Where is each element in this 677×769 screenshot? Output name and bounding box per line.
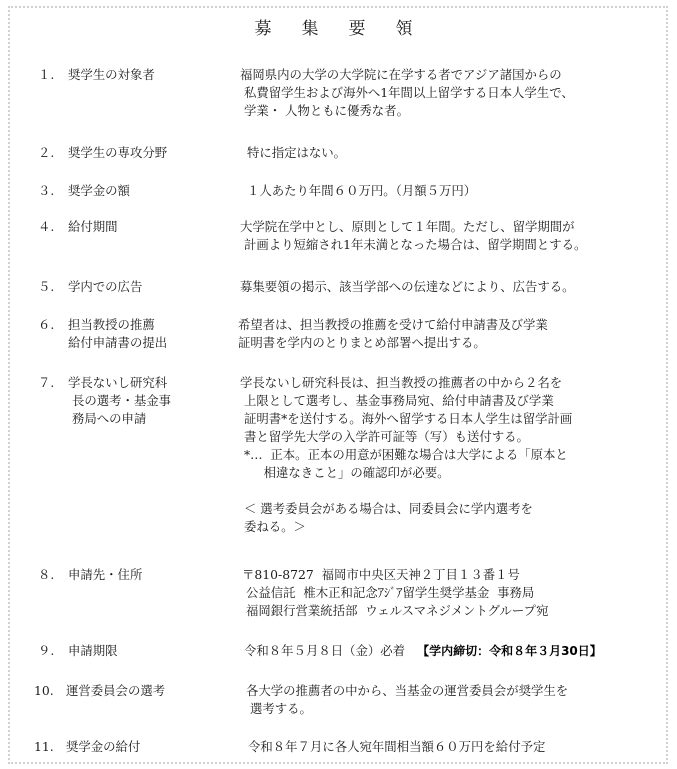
section-number: 11. bbox=[34, 739, 54, 754]
section-number: １. bbox=[38, 67, 55, 82]
section-body bbox=[238, 316, 668, 352]
section-label-line: 給付申請書の提出 bbox=[68, 335, 168, 350]
section-body-line: 証明書を学内のとりまとめ部署へ提出する。 bbox=[238, 335, 486, 350]
section-body-line: 特に指定はない。 bbox=[243, 145, 347, 160]
section-label-line: 給付期間 bbox=[68, 219, 118, 234]
section-body-line: 証明書*を送付する。海外へ留学する日本人学生は留学計画 bbox=[240, 411, 573, 426]
section-label bbox=[68, 144, 167, 162]
section-label bbox=[66, 682, 165, 700]
section-body-line: *… 正本。正本の用意が困難な場合は大学による「原本と bbox=[240, 447, 568, 462]
section-body-line: 相違なきこと」の確認印が必要。 bbox=[240, 465, 450, 480]
section-label bbox=[68, 566, 142, 584]
section-label-line: 長の選考・基金事 bbox=[68, 393, 172, 408]
section-number: ３. bbox=[38, 183, 55, 198]
section-body-line: 令和８年５月８日（金）必着 bbox=[244, 643, 406, 658]
section-body-line: 選考する。 bbox=[246, 701, 312, 716]
section-body-line: 上限として選考し、基金事務局宛、給付申請書及び学業 bbox=[240, 393, 554, 408]
section-label bbox=[68, 316, 167, 352]
section-body bbox=[240, 278, 670, 296]
section-number: ２. bbox=[38, 145, 55, 160]
section-label-line: 奨学金の額 bbox=[68, 183, 130, 198]
section-number: ６. bbox=[38, 317, 55, 332]
section-body bbox=[240, 374, 670, 536]
section-body-line bbox=[240, 482, 670, 500]
section-body-line: 〒810-8727 福岡市中央区天神２丁目１３番１号 bbox=[242, 567, 520, 582]
section-body bbox=[240, 218, 670, 254]
section-label bbox=[68, 642, 118, 660]
section-number: ５. bbox=[38, 279, 55, 294]
section-body bbox=[243, 144, 673, 162]
section-label-line: 学長ないし研究科 bbox=[68, 375, 168, 390]
section-label-line: 申請先・住所 bbox=[68, 567, 143, 582]
section-body-line: 私費留学生および海外へ1年間以上留学する日本人学生で、 bbox=[240, 85, 574, 100]
section-body-line: 大学院在学中とし、原則として１年間。ただし、留学期間が bbox=[240, 219, 575, 234]
page-title: 募集要領 bbox=[254, 19, 443, 39]
section-number: ９. bbox=[38, 643, 55, 658]
section-label-line: 申請期限 bbox=[68, 643, 118, 658]
section-body-line: ＜ 選考委員会がある場合は、同委員会に学内選考を bbox=[240, 501, 533, 516]
section-label-line: 運営委員会の選考 bbox=[66, 683, 166, 698]
section-label bbox=[68, 66, 155, 84]
section-body-line: 各大学の推薦者の中から、当基金の運営委員会が奨学生を bbox=[246, 683, 569, 698]
section-number: ４. bbox=[38, 219, 55, 234]
section-body bbox=[248, 738, 677, 756]
section-body bbox=[246, 682, 676, 718]
section-body-line: 委ねる。＞ bbox=[240, 519, 306, 534]
section-body-line: 福岡銀行営業統括部 ウェルスマネジメントグループ宛 bbox=[242, 603, 549, 618]
section-body-line: 募集要領の掲示、該当学部への伝達などにより、広告する。 bbox=[240, 279, 575, 294]
section-body-line: 学長ないし研究科長は、担当教授の推薦者の中から２名を bbox=[240, 375, 563, 390]
section-body-line: １人あたり年間６０万円。（月額５万円） bbox=[243, 183, 477, 198]
section-label bbox=[66, 738, 140, 756]
section-body-line: 公益信託 椎木正和記念ｱｼﾞｱ留学生奨学基金 事務局 bbox=[242, 585, 535, 600]
internal-deadline-note: 【学内締切：令和８年３月30日】 bbox=[417, 644, 602, 658]
section-label-line: 務局への申請 bbox=[68, 411, 147, 426]
section-number: ８. bbox=[38, 567, 55, 582]
section-label-line: 奨学生の対象者 bbox=[68, 67, 155, 82]
section-label bbox=[68, 278, 142, 296]
section-number: 10. bbox=[34, 683, 54, 698]
section-body-line: 令和８年７月に各人宛年間相当額６０万円を給付予定 bbox=[248, 739, 546, 754]
section-label bbox=[68, 218, 118, 236]
section-label-line: 担当教授の推薦 bbox=[68, 317, 155, 332]
section-label bbox=[68, 374, 171, 428]
section-body bbox=[242, 566, 672, 620]
section-body-line: 書と留学先大学の入学許可証等（写）も送付する。 bbox=[240, 429, 529, 444]
section-number: ７. bbox=[38, 375, 55, 390]
section-label-line: 奨学金の給付 bbox=[66, 739, 141, 754]
section-body-line: 計画より短縮され1年未満となった場合は、留学期間とする。 bbox=[240, 237, 587, 252]
section-label bbox=[68, 182, 130, 200]
section-body bbox=[243, 182, 673, 200]
section-label-line: 学内での広告 bbox=[68, 279, 143, 294]
section-body bbox=[240, 66, 670, 120]
section-body-line: 福岡県内の大学の大学院に在学する者でアジア諸国からの bbox=[240, 67, 562, 82]
section-label-line: 奨学生の専攻分野 bbox=[68, 145, 168, 160]
section-body-line: 希望者は、担当教授の推薦を受けて給付申請書及び学業 bbox=[238, 317, 548, 332]
section-body bbox=[244, 642, 674, 660]
section-body-line: 学業・ 人物ともに優秀な者。 bbox=[240, 103, 409, 118]
